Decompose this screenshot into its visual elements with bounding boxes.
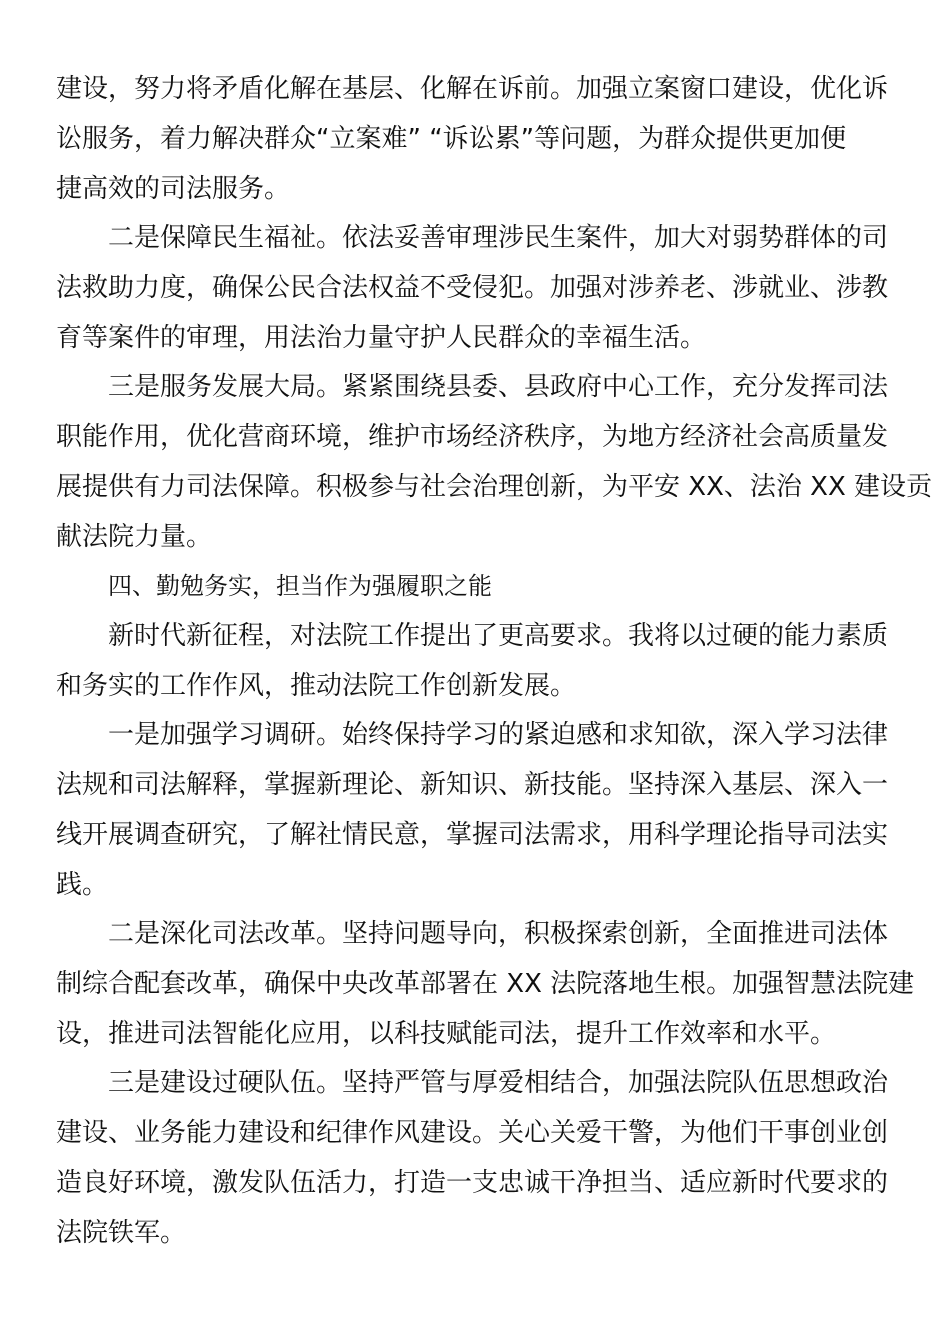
- body-text-line: 展提供有力司法保障。积极参与社会治理创新，为平安 XX、法治 XX 建设贡: [56, 472, 933, 502]
- body-text-line: 捷高效的司法服务。: [56, 174, 291, 204]
- body-text-line: 献法院力量。: [56, 522, 213, 552]
- body-text-line: 建设、业务能力建设和纪律作风建设。关心关爱干警，为他们干事创业创: [56, 1118, 889, 1148]
- body-text-line: 讼服务，着力解决群众“立案难” “诉讼累”等问题，为群众提供更加便: [56, 124, 847, 154]
- paragraph-start-line: 一是加强学习调研。始终保持学习的紧迫感和求知欲，深入学习法律: [108, 720, 889, 750]
- body-text-line: 制综合配套改革，确保中央改革部署在 XX 法院落地生根。加强智慧法院建: [56, 969, 915, 999]
- body-text-line: 践。: [56, 870, 109, 900]
- paragraph-start-line: 新时代新征程，对法院工作提出了更高要求。我将以过硬的能力素质: [108, 621, 889, 651]
- body-text-line: 和务实的工作作风，推动法院工作创新发展。: [56, 671, 577, 701]
- paragraph-start-line: 二是深化司法改革。坚持问题导向，积极探索创新，全面推进司法体: [108, 919, 889, 949]
- paragraph-start-line: 三是建设过硬队伍。坚持严管与厚爱相结合，加强法院队伍思想政治: [108, 1068, 889, 1098]
- body-text-line: 建设，努力将矛盾化解在基层、化解在诉前。加强立案窗口建设，优化诉: [56, 74, 889, 104]
- section-heading: 四、勤勉务实，担当作为强履职之能: [108, 572, 492, 600]
- body-text-line: 法规和司法解释，掌握新理论、新知识、新技能。坚持深入基层、深入一: [56, 770, 889, 800]
- body-text-line: 线开展调查研究，了解社情民意，掌握司法需求，用科学理论指导司法实: [56, 820, 889, 850]
- body-text-line: 职能作用，优化营商环境，维护市场经济秩序，为地方经济社会高质量发: [56, 422, 889, 452]
- body-text-line: 法救助力度，确保公民合法权益不受侵犯。加强对涉养老、涉就业、涉教: [56, 273, 889, 303]
- body-text-line: 育等案件的审理，用法治力量守护人民群众的幸福生活。: [56, 323, 707, 353]
- body-text-line: 造良好环境，激发队伍活力，打造一支忠诚干净担当、适应新时代要求的: [56, 1168, 889, 1198]
- paragraph-start-line: 二是保障民生福祉。依法妥善审理涉民生案件，加大对弱势群体的司: [108, 223, 889, 253]
- body-text-line: 法院铁军。: [56, 1218, 187, 1248]
- body-text-line: 设，推进司法智能化应用，以科技赋能司法，提升工作效率和水平。: [56, 1019, 837, 1049]
- paragraph-start-line: 三是服务发展大局。紧紧围绕县委、县政府中心工作，充分发挥司法: [108, 372, 889, 402]
